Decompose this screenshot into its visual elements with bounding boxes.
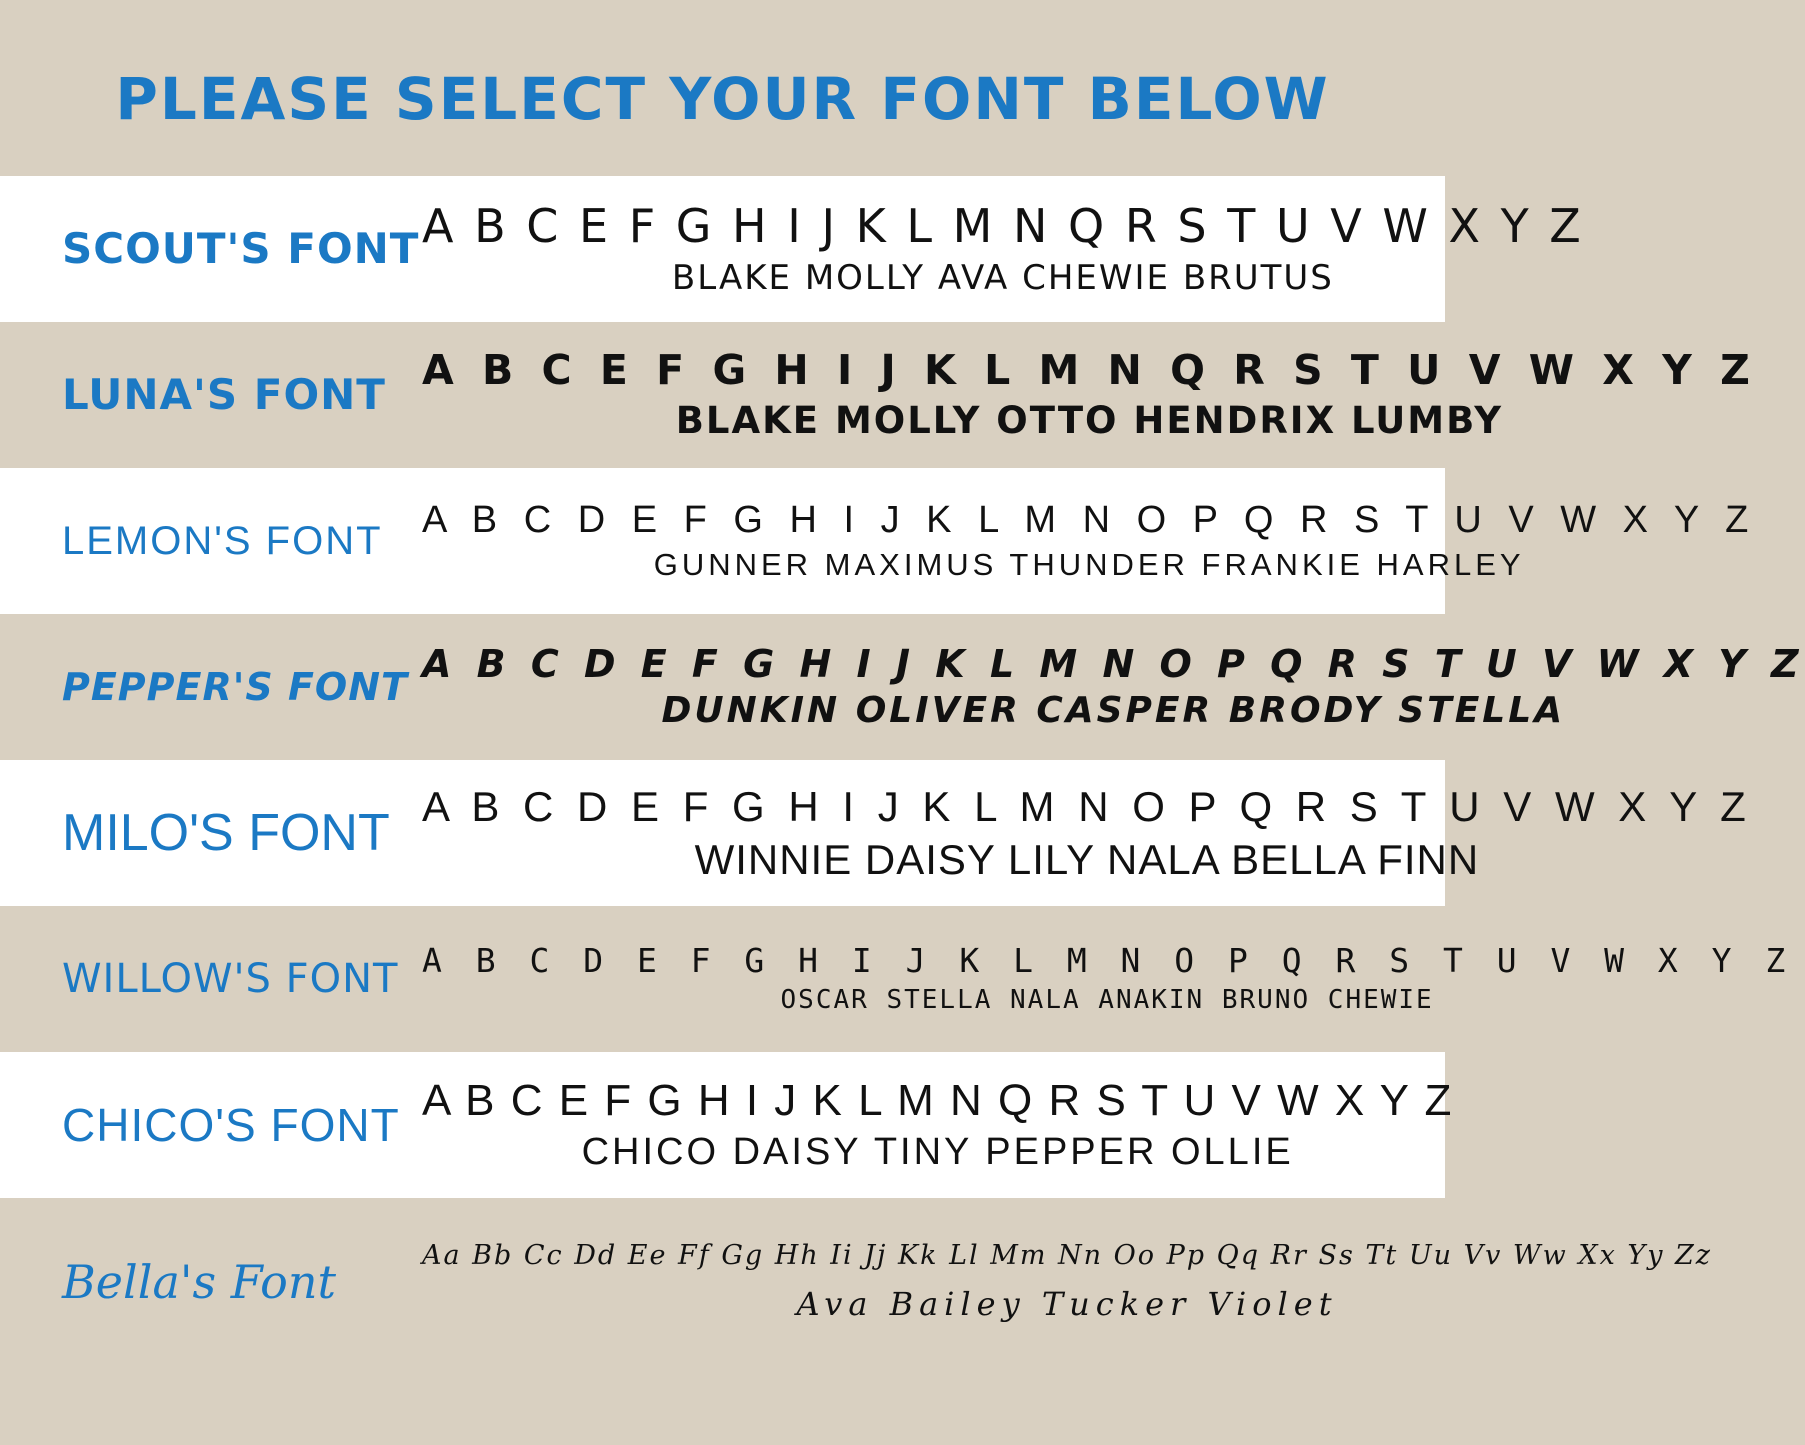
font-option-label: MILO'S FONT <box>62 804 390 862</box>
font-option-sample <box>422 201 1584 297</box>
font-option-label: LEMON'S FONT <box>62 519 383 563</box>
font-alphabet-sample: A B C E F G H I J K L M N Q R S T U V W X Y Z <box>422 346 1757 395</box>
font-option-label: CHICO'S FONT <box>62 1099 400 1151</box>
font-options-list <box>0 176 1805 1366</box>
font-alphabet-sample: A B C E F G H I J K L M N Q R S T U V W X Y Z <box>422 199 1584 254</box>
font-option-peppers-font[interactable] <box>0 614 1805 760</box>
font-option-label: LUNA'S FONT <box>62 370 386 419</box>
font-names-sample: CHICO DAISY TINY PEPPER OLLIE <box>581 1131 1294 1174</box>
font-option-bellas-font[interactable] <box>0 1198 1713 1366</box>
font-option-sample <box>422 499 1756 582</box>
font-option-label: WILLOW'S FONT <box>62 956 399 1002</box>
font-option-sample <box>422 940 1793 1015</box>
font-option-lunas-font[interactable] <box>0 322 1757 468</box>
font-names-sample: BLAKE MOLLY OTTO HENDRIX LUMBY <box>675 399 1504 443</box>
font-alphabet-sample: A B C D E F G H I J K L M N O P Q R S T U V W X Y Z <box>422 499 1757 542</box>
font-option-label: Bella's Font <box>62 1255 336 1309</box>
font-names-sample: DUNKIN OLIVER CASPER BRODY STELLA <box>661 690 1566 732</box>
font-names-sample: GUNNER MAXIMUS THUNDER FRANKIE HARLEY <box>653 546 1525 582</box>
font-option-label: SCOUT'S FONT <box>62 224 420 273</box>
font-names-sample: BLAKE MOLLY AVA CHEWIE BRUTUS <box>671 257 1334 298</box>
font-option-sample <box>422 643 1805 732</box>
font-option-sample <box>422 348 1757 441</box>
font-option-milos-font[interactable] <box>0 760 1752 906</box>
font-option-lemons-font[interactable] <box>0 468 1757 614</box>
font-option-sample <box>422 1076 1453 1174</box>
font-alphabet-sample: A B C D E F G H I J K L M N O P Q R S T U V W X Y Z <box>422 782 1752 830</box>
font-names-sample: WINNIE DAISY LILY NALA BELLA FINN <box>694 836 1480 883</box>
font-alphabet-sample: Aa Bb Cc Dd Ee Ff Gg Hh Ii Jj Kk Ll Mm Nn Oo Pp Qq Rr Ss Tt Uu Vv Ww Xx Yy Zz <box>422 1239 1713 1271</box>
font-alphabet-sample: A B C D E F G H I J K L M N O P Q R S T U V W X Y Z <box>422 641 1805 686</box>
font-alphabet-sample: A B C E F G H I J K L M N Q R S T U V W X Y Z <box>422 1076 1454 1126</box>
font-alphabet-sample: A B C D E F G H I J K L M N O P Q R S T U V W X Y Z <box>422 940 1793 980</box>
font-option-label: PEPPER'S FONT <box>62 665 408 709</box>
font-option-willows-font[interactable] <box>0 906 1793 1052</box>
font-option-scouts-font[interactable] <box>0 176 1584 322</box>
font-names-sample: OSCAR STELLA NALA ANAKIN BRUNO CHEWIE <box>780 984 1434 1015</box>
font-option-chicos-font[interactable] <box>0 1052 1454 1198</box>
font-option-sample <box>422 783 1752 883</box>
page-title: PLEASE SELECT YOUR FONT BELOW <box>115 65 1330 133</box>
font-option-sample <box>422 1241 1712 1323</box>
font-names-sample: Ava Bailey Tucker Violet <box>796 1285 1338 1324</box>
